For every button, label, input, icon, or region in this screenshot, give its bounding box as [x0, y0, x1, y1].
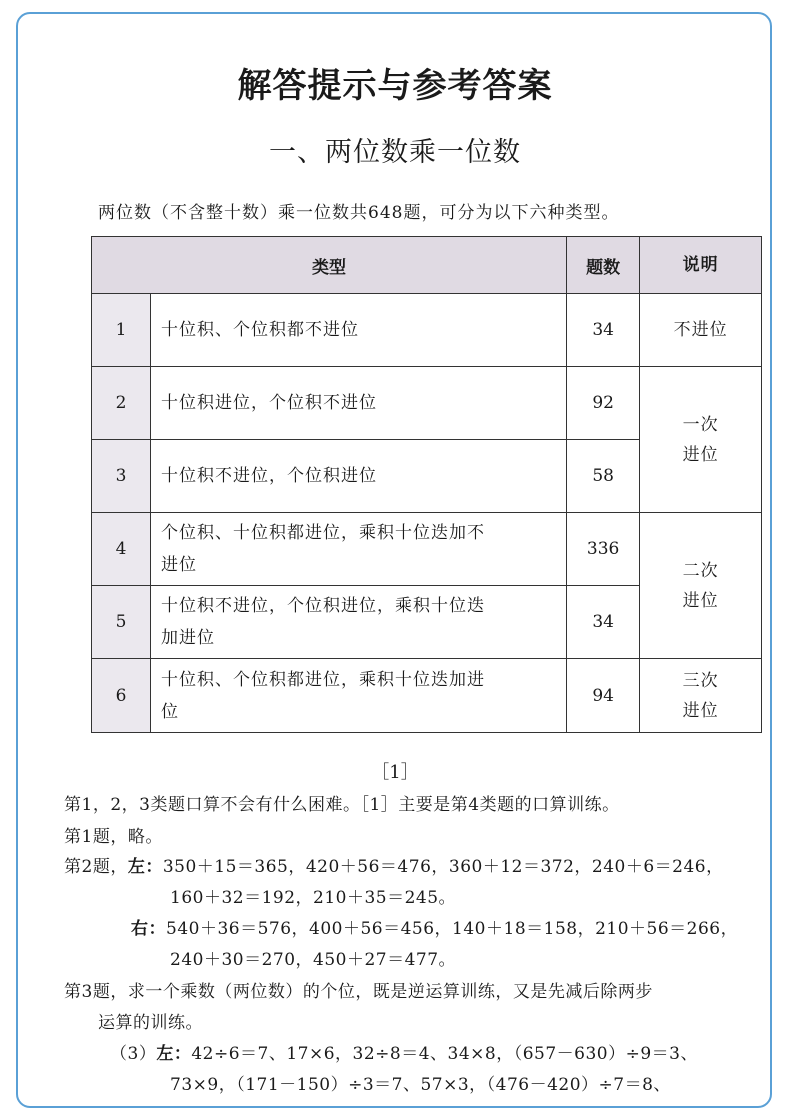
text-line: 运算的训练。	[98, 1013, 203, 1033]
row-note: 不进位	[640, 294, 762, 367]
header-note: 说明	[640, 237, 762, 294]
desc-line: 进位	[161, 555, 198, 575]
table-row	[92, 294, 762, 367]
desc-line: 十位积、个位积都进位，乘积十位迭加进	[161, 669, 486, 690]
text-line	[64, 852, 724, 877]
row-note	[640, 659, 762, 733]
row-description	[151, 659, 567, 733]
desc-line: 位	[161, 701, 180, 722]
page-title: 解答提示与参考答案	[237, 66, 553, 106]
row-number: 3	[92, 440, 151, 513]
section-marker: ［1］	[371, 762, 419, 783]
header-count: 题数	[566, 237, 639, 294]
desc-line: 十位积不进位，个位积进位，乘积十位迭	[161, 596, 486, 616]
row-description: 十位积、个位积都不进位	[151, 294, 567, 367]
text-line: 第3题，求一个乘数（两位数）的个位，既是逆运算训练，又是先减后除两步	[64, 982, 653, 1002]
note-line: 进位	[682, 590, 719, 611]
desc-line: 个位积、十位积都进位，乘积十位迭加不	[161, 523, 486, 543]
text-line	[131, 914, 738, 939]
text-line: 73×9，（171－150）÷3＝7、57×3，（476－420）÷7＝8、	[170, 1075, 671, 1095]
equation-text: 540＋36＝576，400＋56＝456，140＋18＝158，210＋56＝266，	[166, 919, 739, 939]
row-count: 92	[566, 367, 639, 440]
side-label: 左：	[156, 1044, 192, 1064]
text-line: 第1题，略。	[64, 827, 163, 847]
problem-label: （3）	[110, 1044, 157, 1064]
text-line	[110, 1039, 698, 1064]
side-label: 右：	[131, 919, 166, 939]
table-header-row	[92, 237, 762, 294]
note-line: 三次	[682, 670, 719, 691]
note-line: 一次	[682, 414, 719, 435]
equation-text: 350＋15＝365，420＋56＝476，360＋12＝372，240＋6＝246，	[162, 857, 724, 877]
row-number: 4	[92, 513, 151, 586]
equation-text: 42÷6＝7、17×6，32÷8＝4、34×8，（657－630）÷9＝3、	[191, 1044, 698, 1064]
header-type: 类型	[92, 237, 567, 294]
type-table	[91, 236, 762, 733]
table-row	[92, 367, 762, 440]
row-count: 58	[566, 440, 639, 513]
row-description	[151, 586, 567, 659]
row-count: 336	[566, 513, 639, 586]
row-count: 34	[566, 586, 639, 659]
section-subtitle: 一、两位数乘一位数	[269, 137, 521, 168]
row-number: 2	[92, 367, 151, 440]
text-line: 160＋32＝192，210＋35＝245。	[170, 888, 457, 908]
problem-label: 第2题，	[64, 857, 128, 877]
row-description	[151, 513, 567, 586]
row-note	[640, 513, 762, 659]
table-row	[92, 513, 762, 586]
note-line: 进位	[682, 444, 719, 465]
table-row	[92, 659, 762, 733]
note-line: 二次	[682, 560, 719, 581]
row-count: 94	[566, 659, 639, 733]
row-note	[640, 367, 762, 513]
text-line: 第1，2，3类题口算不会有什么困难。［1］主要是第4类题的口算训练。	[64, 795, 620, 815]
row-description: 十位积进位，个位积不进位	[151, 367, 567, 440]
note-line: 进位	[682, 700, 719, 721]
row-description: 十位积不进位，个位积进位	[151, 440, 567, 513]
row-number: 6	[92, 659, 151, 733]
desc-line: 加进位	[161, 628, 216, 648]
text-line: 240＋30＝270，450＋27＝477。	[170, 950, 457, 970]
intro-paragraph: 两位数（不含整十数）乘一位数共648题，可分为以下六种类型。	[98, 203, 620, 223]
side-label: 左：	[127, 857, 163, 877]
row-count: 34	[566, 294, 639, 367]
row-number: 1	[92, 294, 151, 367]
row-number: 5	[92, 586, 151, 659]
